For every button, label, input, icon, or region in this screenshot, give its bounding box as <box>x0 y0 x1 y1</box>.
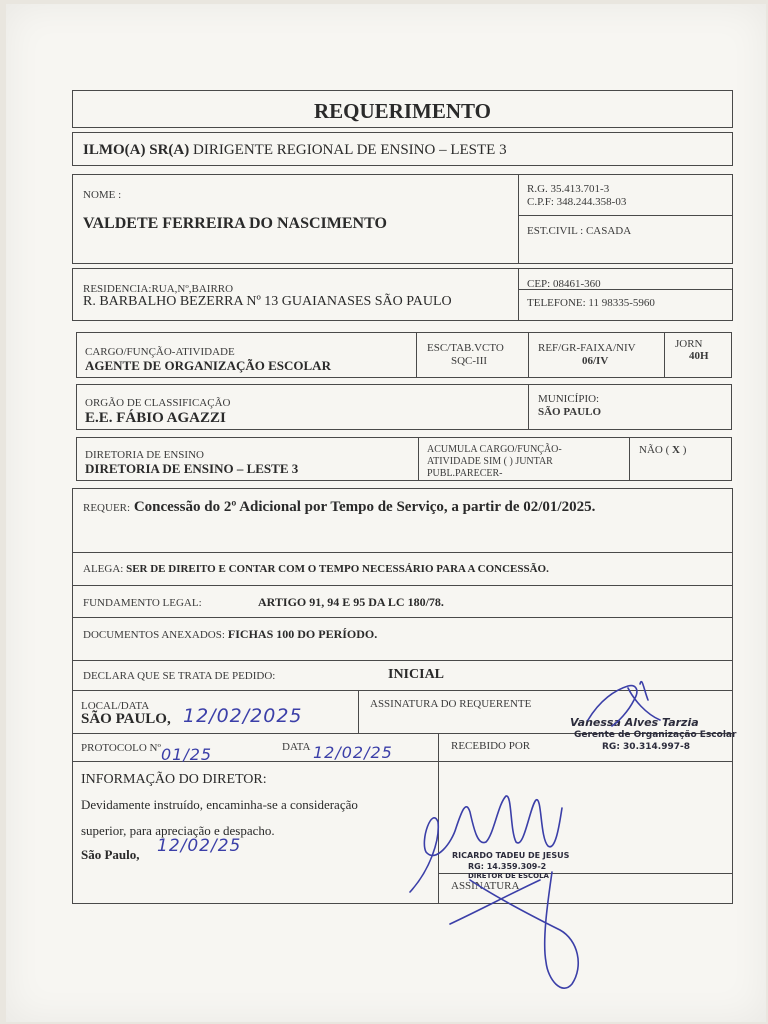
diretor-rg: RG: 14.359.309-2 <box>468 862 547 871</box>
gerente-rg: RG: 30.314.997-8 <box>602 742 690 752</box>
protocolo-handwritten: 01/25 <box>161 745 213 764</box>
documentos-label: DOCUMENTOS ANEXADOS: <box>83 629 225 641</box>
alega-field <box>83 563 549 575</box>
nao-field <box>639 444 686 456</box>
orgao-label: ORGÃO DE CLASSIFICAÇÃO <box>85 397 231 409</box>
cep-value: CEP: 08461-360 <box>527 278 601 290</box>
residencia-value: R. BARBALHO BEZERRA Nº 13 GUAIANASES SÃO PAULO <box>83 294 452 309</box>
esc-tab-value: SQC-III <box>451 355 488 367</box>
addressee-box <box>72 132 733 166</box>
jorn-value: 40H <box>689 350 709 362</box>
cpf-value: C.P.F: 348.244.358-03 <box>527 196 627 208</box>
cargo-label: CARGO/FUNÇÃO-ATIVIDADE <box>85 346 235 358</box>
documentos-field <box>83 627 377 642</box>
nao-label: NÃO ( <box>639 444 670 456</box>
rg-value: R.G. 35.413.701-3 <box>527 183 610 195</box>
alega-label: ALEGA: <box>83 563 124 575</box>
orgao-value: E.E. FÁBIO AGAZZI <box>85 410 226 426</box>
fundamento-value: ARTIGO 91, 94 E 95 DA LC 180/78. <box>258 595 444 609</box>
requer-value: Concessão do 2º Adicional por Tempo de Serviço, a partir de 02/01/2025. <box>130 499 596 515</box>
requer-label: REQUER: <box>83 502 131 514</box>
local-data-label: LOCAL/DATA <box>81 700 150 712</box>
informacao-place: São Paulo, <box>81 847 140 862</box>
title-box <box>72 90 733 128</box>
nome-value: VALDETE FERREIRA DO NASCIMENTO <box>83 215 387 232</box>
diretoria-box <box>76 437 732 481</box>
data-handwritten: 12/02/25 <box>313 743 393 762</box>
data-label: DATA <box>282 741 311 753</box>
protocolo-label: PROTOCOLO Nº <box>81 742 161 754</box>
local-data-handwritten: 12/02/2025 <box>183 705 303 727</box>
acumula-line2: ATIVIDADE SIM ( ) JUNTAR <box>427 456 553 467</box>
nao-close: ) <box>682 444 687 456</box>
informacao-line2: superior, para apreciação e despacho. <box>81 823 275 838</box>
fundamento-label: FUNDAMENTO LEGAL: <box>83 597 202 609</box>
informacao-date-handwritten: 12/02/25 <box>157 836 242 856</box>
diretoria-label: DIRETORIA DE ENSINO <box>85 449 204 461</box>
documentos-value: FICHAS 100 DO PERÍODO. <box>224 627 378 641</box>
recebido-label: RECEBIDO POR <box>451 740 531 752</box>
informacao-line1: Devidamente instruído, encaminha-se a consideração <box>81 797 358 812</box>
jorn-label: JORN <box>675 338 703 350</box>
diretoria-value: DIRETORIA DE ENSINO – LESTE 3 <box>85 461 299 476</box>
residencia-label: RESIDENCIA:RUA,Nº,BAIRRO <box>83 283 234 295</box>
est-civil-value: EST.CIVIL : CASADA <box>527 225 632 237</box>
gerente-role: Gerente de Organização Escolar <box>574 730 737 740</box>
residencia-box <box>72 268 733 321</box>
diretor-role: DIRETOR DE ESCOLA <box>468 872 549 880</box>
ref-value: 06/IV <box>582 355 609 367</box>
nao-mark: X <box>669 444 683 456</box>
cargo-box <box>76 332 732 378</box>
ref-label: REF/GR-FAIXA/NIV <box>538 342 636 354</box>
esc-tab-label: ESC/TAB.VCTO <box>427 342 504 354</box>
assinatura-label: ASSINATURA <box>451 880 520 892</box>
acumula-line3: PUBL.PARECER- <box>427 468 503 479</box>
telefone-value: TELEFONE: 11 98335-5960 <box>527 297 655 309</box>
informacao-title: INFORMAÇÃO DO DIRETOR: <box>81 772 267 787</box>
nome-box <box>72 174 733 264</box>
orgao-box <box>76 384 732 430</box>
addressee-rest: DIRIGENTE REGIONAL DE ENSINO – LESTE 3 <box>189 142 507 158</box>
cargo-value: AGENTE DE ORGANIZAÇÃO ESCOLAR <box>85 358 331 373</box>
declara-label: DECLARA QUE SE TRATA DE PEDIDO: <box>83 670 276 682</box>
local-data-value: SÃO PAULO, <box>81 711 171 727</box>
acumula-line1: ACUMULA CARGO/FUNÇÃO- <box>427 444 562 455</box>
declara-value: INICIAL <box>388 667 445 682</box>
gerente-name: Vanessa Alves Tarzia <box>570 716 699 729</box>
document-title: REQUERIMENTO <box>314 99 491 123</box>
request-block <box>72 488 733 904</box>
municipio-label: MUNICÍPIO: <box>538 393 600 405</box>
addressee-title: ILMO(A) SR(A) <box>83 142 190 158</box>
addressee <box>83 142 507 159</box>
nome-label: NOME : <box>83 189 122 201</box>
alega-value: SER DE DIREITO E CONTAR COM O TEMPO NECESSÁRIO PARA A CONCESSÃO. <box>123 563 549 575</box>
requer-field <box>83 499 595 516</box>
assinatura-requerente-label: ASSINATURA DO REQUERENTE <box>370 698 532 710</box>
municipio-value: SÃO PAULO <box>538 406 602 418</box>
diretor-name: RICARDO TADEU DE JESUS <box>452 851 570 860</box>
